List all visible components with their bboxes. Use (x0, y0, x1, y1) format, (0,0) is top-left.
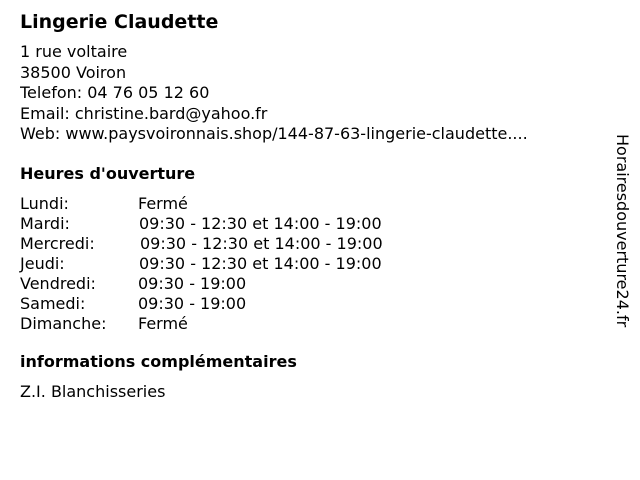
web-link[interactable]: www.paysvoironnais.shop/144-87-63-lingerie-claudette.... (65, 124, 528, 143)
day-label: Dimanche: (20, 313, 107, 333)
address-line-2: 38500 Voiron (20, 62, 127, 82)
web-line (20, 124, 600, 145)
day-hours: 09:30 - 12:30 et 14:00 - 19:00 (140, 233, 383, 253)
day-hours: Fermé (138, 193, 188, 213)
day-label: Lundi: (20, 193, 69, 213)
web-label: Web: (20, 124, 61, 143)
day-label: Mercredi: (20, 233, 95, 253)
hours-row-thursday (20, 254, 600, 274)
phone-number[interactable]: 04 76 05 12 60 (87, 83, 210, 102)
hours-row-monday (20, 194, 600, 214)
day-label: Vendredi: (20, 273, 96, 293)
email-address[interactable]: christine.bard@yahoo.fr (74, 103, 268, 123)
day-label: Jeudi: (20, 253, 65, 273)
day-hours: 09:30 - 12:30 et 14:00 - 19:00 (139, 253, 382, 273)
additional-info-heading: informations complémentaires (20, 351, 297, 371)
opening-hours-list (20, 194, 600, 334)
hours-row-friday (20, 274, 600, 294)
brand-text[interactable]: Horairesdouverture24.fr (613, 134, 632, 328)
hours-row-saturday (20, 294, 600, 314)
day-hours: 09:30 - 12:30 et 14:00 - 19:00 (139, 213, 382, 233)
brand-watermark (612, 134, 632, 370)
address-line-1: 1 rue voltaire (20, 42, 128, 61)
business-name: Lingerie Claudette (20, 11, 219, 33)
day-hours: 09:30 - 19:00 (138, 273, 247, 293)
additional-info-text: Z.I. Blanchisseries (20, 381, 166, 401)
day-label: Samedi: (20, 293, 86, 313)
email-label: Email: (20, 103, 70, 123)
opening-hours-heading: Heures d'ouverture (20, 163, 196, 183)
hours-row-wednesday (20, 234, 600, 254)
day-label: Mardi: (20, 213, 70, 233)
phone-label: Telefon: (20, 83, 83, 102)
business-card (20, 10, 600, 402)
email-line (20, 104, 600, 125)
hours-row-sunday (20, 314, 600, 334)
day-hours: 09:30 - 19:00 (138, 293, 247, 313)
hours-row-tuesday (20, 214, 600, 234)
day-hours: Fermé (138, 313, 188, 333)
phone-line (20, 83, 600, 104)
